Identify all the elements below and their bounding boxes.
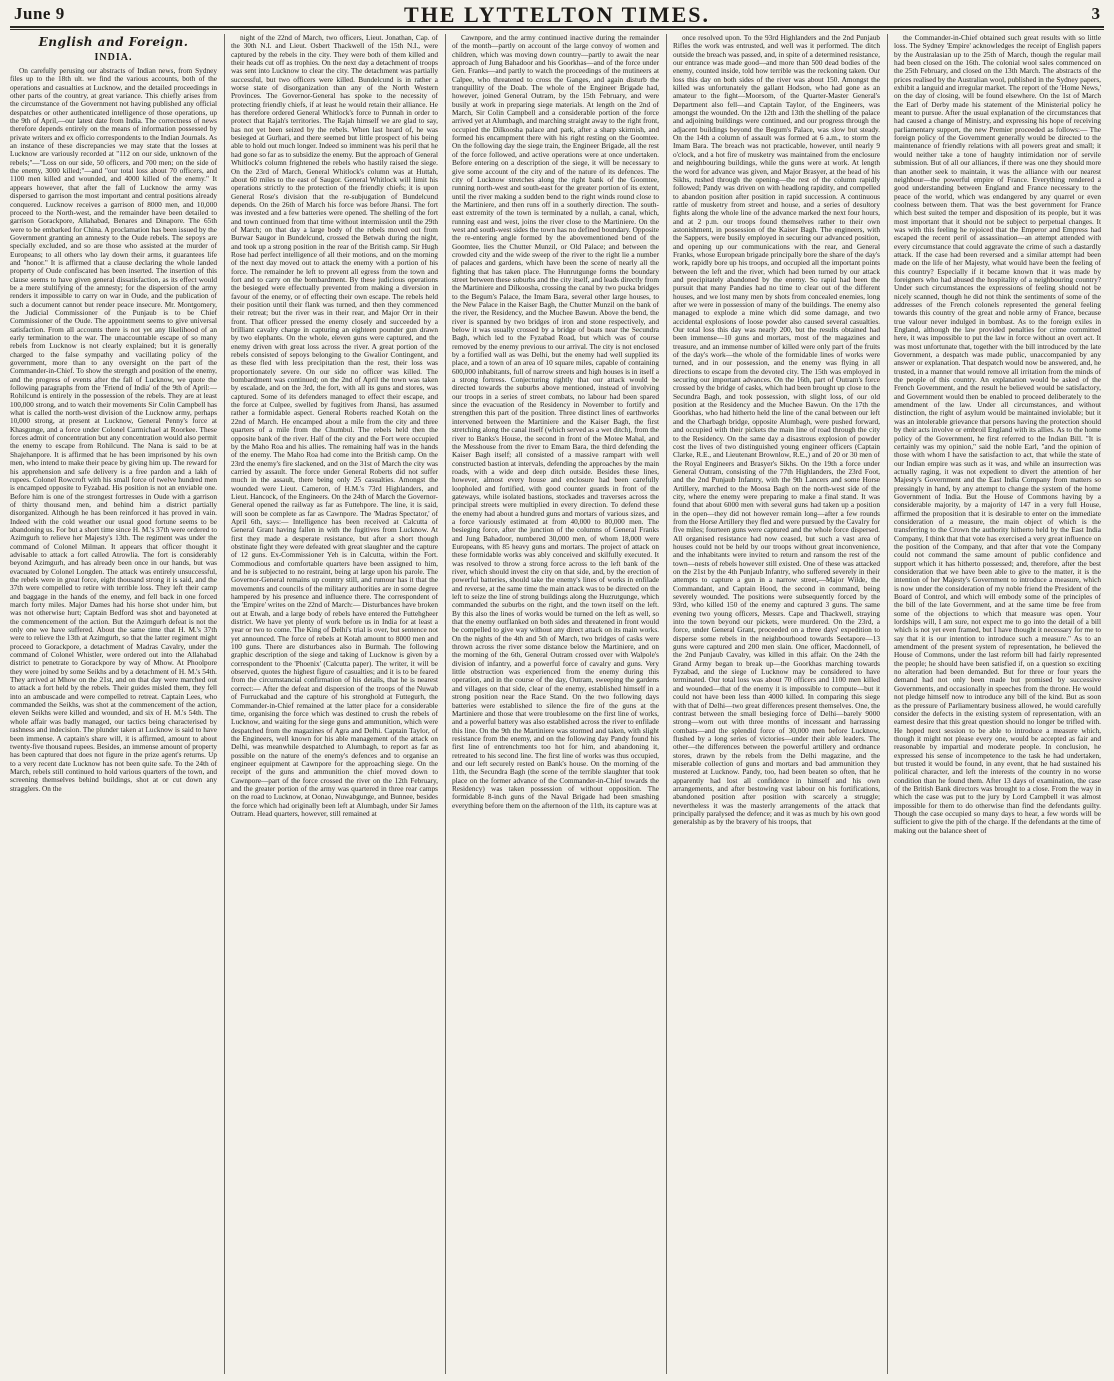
column-divider [666,34,667,1374]
column-1 [10,34,217,1374]
newspaper-title: THE LYTTELTON TIMES. [404,2,710,27]
section-heading: English and Foreign. [38,35,189,49]
column-4 [673,34,880,1374]
page-number: 3 [1091,4,1100,23]
masthead-rule [10,26,1104,28]
masthead-rule-thin [10,29,1104,30]
column-divider [224,34,225,1374]
column-text: Cawnpore, and the army continued inactive during the remainder of the month—partly on account of the large convoy of women and children, which was moving down country—partly to await the near approach of Jung Bahadoor and his Goorkhas—and of the force under Gen. Franks—and partly to watch the proceedings of the mutineers at Calpee, who threatened to cross the Ganges, and again disturb the tranquillity of the Doab. The whole of the Engineer Brigade had, however, joined General Outram, by the 15th February, and were busily at work in preparing siege materials. At length on the 2nd of March, Sir Colin Campbell and a considerable portion of the force arrived yet at Alumbagh, and marching straight away to the right front, occupied the Dilkoosha palace and park, after a sharp skirmish, and formed his encampment there with his right resting on the Goomtee. On the following day the siege train, the Engineer Brigade, all the rest of the force followed, and active operations were at once undertaken. Before entering on a description of the siege, it will be necessary to give some account of the city and of the nature of its defences. The city of Lucknow stretches along the right bank of the Goomtee, running north-west and south-east for the greater portion of its extent, until the river making a sudden bend to the right winds round close to the Martiniere, and then runs off in a southerly direction. The south-east extremity of the town is terminated by a nullah, a canal, which, running east and west, joins the river close to the Martiniere. On the west and south-west sides the town has no defined boundary. Opposite the re-entering angle formed by the abovementioned bend of the Goomtee, lies the Chutter Munzil, or Old Palace; and between the crowded city and the wide sweep of the river to the right lie a number of palaces and gardens, which have been the scene of nearly all the fighting that has taken place. The Hunrutgunge forms the boundary street between these suburbs and the city itself, and leads directly from the Martiniere and Dilkoosha, crossing the canal by two pucka bridges to the Begum's Palace, the Imam Bara, several other large houses, to the New Palace in the Kaiser Bagh, the Chutter Munzil on the bank of the river, the Residency, and the Muchee Bawun. Above the bend, the river is spanned by two bridges of iron and stone respectively, and below it was usually crossed by a bridge of boats near the Secundra Bagh, which led to the Fyzabad Road, but which was of course removed by the enemy previous to our arrival. The city is not enclosed by a fortified wall as was Delhi, but the enemy had well supplied its place, and a town of an area of 10 square miles, capable of containing 600,000 inhabitants, full of narrow streets and high houses is in itself a a strong fortress. Conjecturing rightly that our attack would be directed towards the suburbs above mentioned, instead of involving our troops in a series of street combats, no labour had been spared since the evacuation of the Residency in November to fortify and strengthen this part of the position. Three distinct lines of earthworks intervened between the Martiniere and the Kaiser Bagh, the first stretching along the canal itself (which served as a wet ditch), from the river to Banks's House, the second in front of the Motee Mahal, and the Messhouse from the river to Emam Bara, the third defending the Kaiser Bagh itself; all consisted of a massive rampart with well constructed bastion at intervals, defending the approaches by the main roads, with a wide and deep ditch outside. Besides these lines, however, almost every house and enclosure had been carefully loopholed and fortified, with good counter guards in front of the gateways, while isolated bastions, stockades and traverses across the principal streets were multiplied in every direction. To defend these the enemy had about a hundred guns and mortars of various sizes, and a force variously estimated at from 40,000 to 80,000 men. The besieging force, after the junction of the columns of General Franks and Jung Bahadoor, numbered 30,000 men, of whom 18,000 were Europeans, with 85 heavy guns and mortars. The project of attack on these formidable works was ably conceived and skilfully executed. It was resolved to throw a strong force across to the left bank of the river, which should invest the city on that side, and, by the erection of powerful batteries, should take the enemy's lines of works in enfilade and reverse, at the same time the main attack was to be directed on the left to seize the line of strong buildings along the Huzrutgunge, which commanded the suburbs on the right, and the town itself on the left. By this also the lines of works would be turned on the left as well, so that the enemy outflanked on both sides and threatened in front would be compelled to give way without any direct attack on its main works. On the nights of the 4th and 5th of March, two bridges of casks were thrown across the river some distance below the Martiniere, and on the morning of the 6th, General Outram crossed over with Walpole's division of infantry, and a powerful force of cavalry and guns. Very little obstruction was experienced from the enemy during this operation, and in the course of the day, Outram, sweeping the gardens and villages on that side, clear of the enemy, established himself in a strong position near the Race Stand. On the two following days batteries were established to silence the fire of the guns at the Martiniere and those that were troublesome on the first line of works, and a powerful battery was also established across the river to enfilade this line. On the 9th the Martiniere was stormed and taken, with slight resistance from the enemy, and on the following day Pandy found his first line of entrenchments too hot for him, and abandoning it, retreated to his second line. The first line of works was thus occupied, and our left securely rested on Bank's house. On the morning of the 11th, the Secundra Bagh (the scene of the terrible slaughter that took place on the former advance of the Commander-in-Chief towards the Residency) was taken possession of without opposition. The formidable 8-inch guns of the Naval Brigade had been smashing everything before them on the afternoon of the 11th, its capture was at [452,34,659,810]
column-3 [452,34,659,1374]
column-divider [445,34,446,1374]
column-text: night of the 22nd of March, two officers, Lieut. Jonathan, Cap. of the 30th N.I. and Lieut. Osbert Thackwell of the 15th N.I., were captured by the rebels in the city. They were both of them killed and their heads cut off as trophies. On the next day a detachment of troops was sent into Lucknow to clear the city. The detachment was partially successful, but two officers were killed. Bundelcund is in rather a worse state of disorganization than any of the North Western Provinces. The Governor-General has spoke to the necessity of protecting friendly chiefs, if at least he would retain their alliance. He has therefore ordered General Whitlock's force to Punnah in order to protect that Rajah's territories. The Rajah himself we are glad to say, has not yet been seized by the rebels. When last heard of, he was besieged at Gurhari, and there seemed but little prospect of his being able to hold out much longer. Indeed so imminent was his peril that he had gone so far as to subsidize the enemy. But the approach of General Whitlock's column frightened the rebels who hastily raised the siege. On the 23rd of March, General Whitlock's column was at Huttah, about 60 miles to the east of Saugor. General Whitlock will limit his operations strictly to the protection of the friendly chiefs; it is upon General Rose's division that the re-subjugation of Bundelcund depends. On the 26th of March his force was before Jhansi. The fort was invested and a few batteries were opened. The shelling of the fort and town continued from that time without intermission until the 29th of March; on that day a large body of the rebels moved out from Burwar Saugor in Bundelcund, crossed the Betwah during the night, and took up a strong position in the rear of the British camp. Sir Hugh Rose had perfect intelligence of all their motions, and on the morning of the next day moved out to attack the enemy with a portion of his force. The remainder he left to prevent all egress from the town and fort and to carry on the bombardment. By these judicious operations the besieged were effectually prevented from making a diversion in favour of the enemy, or of effecting their own escape. The rebels held their position until their flank was turned, and then they commenced their retreat; but the river was in their rear, and Major Orr in their front. That officer pressed the enemy closely and succeeded by a brilliant cavalry charge in capturing an eighteen pounder gun drawn by two elephants. On the whole, eleven guns were captured, and the enemy driven with great loss across the river. A great portion of the rebels consisted of sepoys belonging to the Gwalior Contingent, and as these fled with less precipitation than the rest, their loss was proportionately severe. On our side no officer was killed. The bombardment was continued; on the 2nd of April the town was taken by escalade, and on the 3rd, the fort, with all its guns and stores, was captured. Some of its defenders managed to effect their escape, and the force at Culpee, swelled by fugitives from Jhansi, has assumed rather a formidable aspect. General Roberts reached Kotah on the 22nd of March. He encamped about a mile from the city and three quarters of a mile from the Chumbul. The rebels held then the opposite bank of the river. Half of the city and the Fort were occupied by the Maho Roa and his allies. The remaining half was in the hands of the enemy. The Maho Roa had come into the British camp. On the 23rd the enemy's fire slackened, and on the 31st of March the city was carried by assault. The force under General Roberts did not suffer much in the assault, there being only 25 casualties. Amongst the wounded were Lieut. Cameron, of H.M.'s 73rd Highlanders, and Lieut. Hancock, of the Engineers. On the 24th of March the Governor-General opened the railway as far as Futtehpore. The line, it is said, will soon be complete as far as Cawnpore. The 'Madras Spectator,' of April 6th, says:— Intelligence has been received at Calcutta of General Grant having fallen in with the fugitives from Lucknow. At first they made a desperate resistance, but after a short though obstinate fight they were defeated with great slaughter and the capture of 12 guns. Ex-Commissioner Yeh is in Calcutta, within the Fort. Commodious and comfortable quarters have been assigned to him, and he is subjected to no restraint, being at large upon his parole. The Governor-General remains up country still, and rumour has it that the movements and councils of the military authorities are in some degree hampered by his presence and influence there. The correspondent of the 'Empire' writes on the 22nd of March:— Disturbances have broken out at Etwah, and a large body of rebels have entered the Futtehgheer district. We have yet plenty of work before us in India for at least a year or two to come. The King of Delhi's trial is over, but sentence not yet announced. The force of rebels at Kotah amount to 8000 men and 100 guns. There are disturbances also in Burmah. The following graphic description of the siege and taking of Lucknow is given by a correspondent to the 'Phoenix' (Calcutta paper). The writer, it will be observed, quotes the highest figure of casualties; and it is to be feared from the circumstancial confirmation of his details, that he is nearest correct:— After the defeat and dispersion of the troops of the Nuwab of Furruckabad and the capture of his stronghold at Futtegurh, the Commander-in-Chief remained at the latter place for a considerable time, organising the force which was destined to crush the rebels of Lucknow, and waiting for the siege guns and ammunition, which were despatched from the magazines of Agra and Delhi. Captain Taylor, of the Engineers, well known for his able management of the attack on Delhi, was meanwhile despatched to Alumbagh, to report as far as possible on the nature of the enemy's defences and to organise an engineer equipment at Cawnpore for the approaching siege. On the receipt of the guns and ammunition the chief moved down to Cawnpore—part of the force crossed the river on the 12th February, and the greater portion of the army was quartered in three rear camps on the road to Lucknow, at Oonao, Nuwabgunge, and Bunnee, besides the force which had originally been left at Alumbagh, under Sir James Outram. Head quarters, however, still remained at [231,34,438,818]
column-2 [231,34,438,1374]
issue-date: June 9 [14,4,65,23]
column-divider [887,34,888,1374]
column-text: once resolved upon. To the 93rd Highlanders and the 2nd Punjaub Rifles the work was entrusted, and well was it performed. The ditch outside the breach was passed, and, in spite of a determined resistance, our entrance was made good—and more than 500 dead bodies of the enemy, counted inside, told how terrible was the reckoning taken. Our loss this day on both sides of the river was about 150. Amongst the killed was unfortunately the gallant Hodson, who had gone as an amateur to the fight—Moorsom, of the Quarter-Master General's Department also fell—and Captain Taylor, of the Engineers, was amongst the wounded. On the 12th and 13th the shelling of the palace and adjoining buildings were continued, and our progress through the adjacent buildings beyond the Begum's Palace, was slow but steady. On the 14th a column of assault was formed at 6 a.m., to storm the Imam Bara. The breach was not practicable, however, until nearly 9 o'clock, and a hot fire of musketry was maintained from the enclosure and neighbouring buildings, while the guns were at work. At length the word for advance was given, and Major Brasyer, at the head of his Sikhs, rushed through the opening—the rest of the column rapidly followed; Pandy was driven on with headlong rapidity, and compelled to abandon position after position in rapid succession. A continuous rattle of musketry from street and house, and a series of desultory fights along the whole line of the advance marked the next four hours, and at 2 p.m. our troops found themselves rather to their own astonishment, in possession of the Kaiser Bagh. The engineers, with the Sappers, were busily employed in securing our advanced position, and opening up our communications with the rear, and General Franks, whose European brigade principally bore the share of the day's work, rapidly bore up his troops, and occupied all the important points between the left and the river, which had been turned by our attack and precipitately abandoned by the enemy. So rapid had been the pursuit that many Pandies had no time to clear out of the different houses, and we lost many men by shots from concealed enemies, long after we were in possession of many of the buildings. The enemy also managed to explode a mine which did some damage, and two accidental explosions of loose powder also caused several casualties. Our total loss this day was nearly 200, but the results obtained had been immense—10 guns and mortars, most of the magazines and treasure, and an immense number of killed were only part of the fruits of the day's work—the whole of the formidable lines of works were turned, and in our possession, and the enemy was flying in all directions to escape from the devoted city. The 15th was employed in securing our important advances. On the 16th, part of Outram's force crossed by the bridge of casks, which had been brought up close to the Secundra Bagh, and took possession, with slight loss, of our old position at the Residency and the Muchee Bawun. On the 17th the Goorkhas, who had hitherto held the line of the canal between our left and the Charbagh bridge, opposite Alumbagh, were pushed forward, and occupied with their pickets the main line of road through the city to the Residency. On the same day a disastrous explosion of powder cost the lives of two distinguished young engineer officers (Captain Clarke, R.E., and Lieutenant Brownlow, R.E.,) and of 20 or 30 men of the Royal Engineers and Brasyer's Sikhs. On the 19th a force under General Outram, consisting of the 77th Highlanders, the 23rd Foot, and the 2nd Punjaub Infantry, with the 9th Lancers and some Horse Artillery, marched to the Moosa Bagh on the north-west side of the city, where the enemy were preparing to make a final stand. It was found that about 6000 men with several guns had taken up a position in the open—they did not however remain long—after a few rounds from the Horse Artillery they fled and were pursued by the Cavalry for five miles; fourteen guns were captured and the whole force dispersed. All organised resistance had now ceased, but such a vast area of houses could not be held by our troops without great inconvenience, and the inhabitants were invited to return and ransom the rest of the town—nests of rebels however still existed. One of these was attacked on the 21st by the 4th Punjaub Infantry, who suffered severely in their attempts to capture a gun in a narrow street,—Major Wilde, the Commandant, and Captain Hood, the second in command, being severely wounded. The positions were subsequently forced by the 93rd, who killed 150 of the enemy and captured 3 guns. The same evening two young officers, Messrs. Cape and Thackwell, straying into the town beyond our pickets, were murdered. On the 23rd, a force, under General Grant, proceeded on a three days' expedition to disperse some rebels in the neighbourhood towards Seetapore—13 guns were captured and 200 men slain. One officer, Macdonnell, of the 2nd Punjaub Cavalry, was killed in this affair. On the 24th the Grand Army began to break up—the Goorkhas marching towards Fyzabad, and the siege of Lucknow may be considered to have terminated. Our total loss was about 70 officers and 1100 men killed and wounded—that of the enemy it is impossible to compute—but it could not have been less than 4000 killed. In comparing this siege with that of Delhi—two great differences present themselves. One, the contrast between the small besieging force of Delhi—barely 9000 strong—worn out with three months of incessant and harrassing combats—and the splendid force of 30,000 men before Lucknow, flushed by a long series of victories—under their able leaders. The other—the differences between the powerful artillery and ordnance stores, drawn by the rebels from the Delhi magazine, and the miserable collection of guns and mortars and bad ammunition they mustered at Lucknow. Pandy, too, had been beaten so often, that he apparently had lost all confidence in himself and his own arrangements, and after bestowing vast labour on his fortifications, abandoned position after position with scarcely a struggle; nevertheless it was the masterly arrangements of the attack that principally paralysed the defence; and it was as much by his own good generalship as by the bravery of his troops, that [673,34,880,827]
section-subheading: INDIA. [94,52,133,63]
column-5 [894,34,1101,1374]
column-text: the Commander-in-Chief obtained such great results with so little loss. The Sydney 'Empire' acknowledges the receipt of English papers by the Australasian up to the 25th of March, though the regular mail had been closed on the 16th. The colonial wool sales commenced on the 25th February, and closed on the 13th March. The abstracts of the prices realised by the Australian wool, published in the Sydney papers, exhibit a languid and irregular market. The report of the 'Home News,' on the day of closing, will be found elsewhere. On the 1st of March the Earl of Derby made his statement of the Ministerial policy he meant to pursue. After the usual explanation of the circumstances that had caused a change of Ministry, and expressing his hope of receiving parliamentary support, the new Premier proceeded as follows:— The foreign policy of the Government generally would be directed to the maintenance of friendly relations with all powers great and small; it would neither take a tone of haughty intimidation nor of servile submission. But of all our alliances, if there was one they should more than another seek to maintain, it was the alliance with our nearest neighbour—the powerful empire of France. Everything rendered a good understanding between England and France necessary to the peace of the world, which was endangered by any quarrel or even coolness between them. That was the best government for France which best suited the temper and disposition of its people, but it was most important that it should not be subject to perpetual changes. It was with this feeling he rejoiced that the Emperor and Empress had escaped the recent peril of assassination—an attempt attended with every circumstance that could aggravate the crime of such a dastardly attack. If the case had been reversed and a similar attempt had been made on the life of her Majesty, what would have been the feeling of this country? Especially if it became known that it was made by foreigners who had abused the hospitality of a neighbouring country? Under such circumstances the expressions of feeling should not be nicely scanned, though he did not think the sentiments of some of the addresses of the French colonels represented the general feeling towards this country of the great and noble army of France, because true valour never indulged in bombast. As to the foreign exiles in England, although the law provided penalties for crime committed here, it was impossible to put the law in force without an overt act. It was most unfortunate that, together with the bill introduced by the late Government, a despatch was made public, unaccompanied by any answer or explanation. That despatch would now be answered, and, he trusted, in a manner that would remove all irritation from the minds of the people of this country. An explanation would be asked of the French Government, and the result he believed would be satisfactory, and Government would then be enabled to proceed deliberately to the amendment of the law. Under all circumstances, and without distinction, the right of asylum would be maintained inviolable; but it was an intolerable grievance that persons having the protection should by their acts involve or embroil England with its allies. As to the home policy of the Government, he first referred to the Indian Bill. "It is certainly was my opinion," said the noble Earl, "and the opinion of those with whom I have the satisfaction to act, that while the state of our Indian empire was such as it was, and while an insurrection was actually raging, it was not expedient to divert the attention of her Majesty's Government and the East India Company from matters so pressingly in hand, by any attempt to change the system of the home Government of India. But the House of Commons having by a considerable majority, by a majority of 147 in a very full House, affirmed the proposition that it is desirable to enter on the immediate consideration of a measure, the main object of which is the transferring to the Crown the authority hitherto held by the East India Company, I think that that vote has exercised a very great influence on the position of the Company, and that after that vote the Company could not command the same amount of public confidence and support which it has hitherto possessed; and, therefore, after the best consideration that we have been able to give to the matter, it is the intention of her Majesty's Government to introduce a measure, which is now under the consideration of my noble friend the President of the Board of Control, and which will embody some of the principles of the bill of the late Government, and at the same time be free from some of the objections to which that measure was open. Your lordships will, I am sure, not expect me to go into the detail of a bill which is not yet even framed, but I have thought it necessary for me to say that it is our intention to introduce such a measure." As to an amendment of the present system of representation, he believed the House of Commons, under the last reform bill had fairly represented the people; he should have been satisfied if, on a question so exciting no alteration had been demanded. But for three or four years the demand had not only been made but promised by successive Governments, and occasionally in speeches from the throne. He would not pledge himself now to introduce any bill of the kind. But as soon as the pressure of Parliamentary business allowed, he would carefully consider the defects in the existing system of representation, with an earnest desire that this great question should no longer be trifled with. He hoped next session to be able to introduce a measure which, though it might not please every one, would be accepted as fair and reasonable by impartial and moderate people. In conclusion, he expressed his sense of incompetence to the task he had undertaken, but trusted it would be found, in any event, that he had sustained his political character, and left the interests of the country in no worse condition than he found them. After 13 days of examination, the case of the British Bank directors was brought to a close. From the way in which the case was put to the jury by Lord Campbell it was almost impossible for them to do otherwise than find the defendants guilty. Though the case occupied so many days to hear, a few words will be sufficient to give the pith of the charge. If the defendants at the time of making out the balance sheet of [894,34,1101,835]
article-columns [10,34,1104,1374]
masthead [0,0,1114,26]
column-text: On carefully perusing our abstracts of Indian news, from Sydney files up to the 18th ult. we find the various accounts, both of the operations and casualties at Lucknow, and the detailed proceedings in other parts of the country, at great variance. This chiefly arises from the circumstance of the Government not having published any official despatches or other authenticated intelligence of those operations, up the 9th of April,—our latest date from India. The correctness of news therefore depends entirely on the means of information possessed by private writers and ex officio correspondents to the Indian Journals. As an instance of these discrepancies we may state that the losses at Lucknow are variously recorded at "112 on our side, unknown of the rebels;"—"Loss on our side, 50 officers, and 700 men; on the side of the enemy, 3000 killed;"—and "our total loss about 70 officers, and 1100 men killed and wounded, and 4000 killed of the enemy." It appears however, that after the fall of Lucknow the army was dispersed to garrison the most important and central positions already conquered. Lucknow receives a garrison of 8000 men, and 10,000 proceed to the North-west, and the remainder have been detailed to garrison Gorackpore, Allahabad, Benares and Dinapore. The 65th were to be embarked for China. A proclamation has been issued by the Government granting an amnesty to the Oude rebels. The sepoys are specially excluded, and so are those who assisted at the murder of Europeans; to all others who lay down their arms, it guarantees life and "honor." It is affirmed that a clause declaring the whole landed property of Oude confiscated has been inserted. The insertion of this clause seems to have given general dissatisfaction, as its effect would be a mere stultifying of the amnesty; for the dispersion of the army renders it impossible to carry on war in Oude, and the publication of such a document cannot but render peace insecure. Mr. Montgomery, the Judicial Commissioner of the Punjaub is to be Chief Commissioner of the Oude. The appointment seems to give universal satisfaction. From all accounts there is not yet any likelihood of an early termination to the war. The unaccountable escape of so many rebels from Lucknow is not clearly explained; but it is generally charged to the false sympathy and vacillating policy of the government, more than to any oversight on the part of the Commander-in-Chief. To show the strength and position of the enemy, and the progress of events after the fall of Lucknow, we quote the following paragraphs from the 'Friend of India' of the 9th of April:— Rohilcund is entirely in the possession of the rebels. They are at least 100,000 strong, and to watch their movements Sir Colin Campbell has what is called the north-west division of the Lucknow army, perhaps 10,000 strong, at present at Lucknow, General Penny's force at Khasgunge, and a force under Colonel Carmichael at Roorkee. These forces admit of concentration but any concentration would also permit the enemy to escape from Rohilcund. The Nana is said to be at Shajehanpore. It is affirmed that he has been imprisoned by his own men, who intend to make their peace by giving him up. The reward for his apprehension and safe delivery is a free pardon and a lakh of rupees. Colonel Rowcroft with his small force of twelve hundred men is encamped opposite to Fyzabad. His position is not an enviable one. Before him is one of the strongest fortresses in Oude with a garrison of thirty thousand men, and behind him a district partially disorganized. Although he has been reinforced it has proved in vain. Indeed with the cold weather our usual good fortune seems to be abandoning us. For but a short time since H. M.'s 37th were ordered to Azimgurh to relieve her Majesty's 13th. The regiment was under the command of Colonel Milman. It appears that officer thought it advisable to attack a fort called Atrowlia. The fort is considerably beyond Azimgurh, and has already been once in our hands, but was evacuated by Colonel Longden. The attack was entirely unsuccessful, the rebels were in great force, eight thousand strong it is said, and the 37th were compelled to retire with terrible loss. They left their camp and baggage in the hands of the enemy, and fell back in one forced march forty miles. Major Dames had his horse shot under him, but was not otherwise hurt; Captain Bedford was shot and bayoneted at the commencement of the action. But the Azimgurh defeat is not the only one we have suffered. About the same time that H. M.'s 37th were to relieve the 13th at Azimgurh, so that the latter regiment might proceed to Gorackpore, a detachment of Madras Cavalry, under the command of Colonel Whistler, were ordered out into the Allahabad district to penetrate to Gorackpore by way of Mhow. At Phoolpore they were joined by some Seikhs and by a detachment of H. M.'s 54th. They arrived at Mhow on the 21st, and on that day were marched out to attack a fort held by the rebels. Their guides misled them, they fell into an ambuscade and were compelled to retreat. Captain Lees, who commanded the Seikhs, was shot at the commencement of the action, eleven Seikhs were killed and wounded, and six of H. M.'s 54th. The whole affair was badly managed, our tactics being characterised by rashness and indecision. The plunder taken at Lucknow is said to have been immense. A captain's share will, it is affirmed, amount to about twenty-five thousand rupees. Besides, an immense amount of property has been captured that does not figure in the prize agent's returns. Up to a very recent date Lucknow has not been quite safe. To the 24th of March, rebels still continued to hold various quarters of the town, and screening themselves behind buildings, shot at or cut down any stragglers. On the [10,66,217,793]
